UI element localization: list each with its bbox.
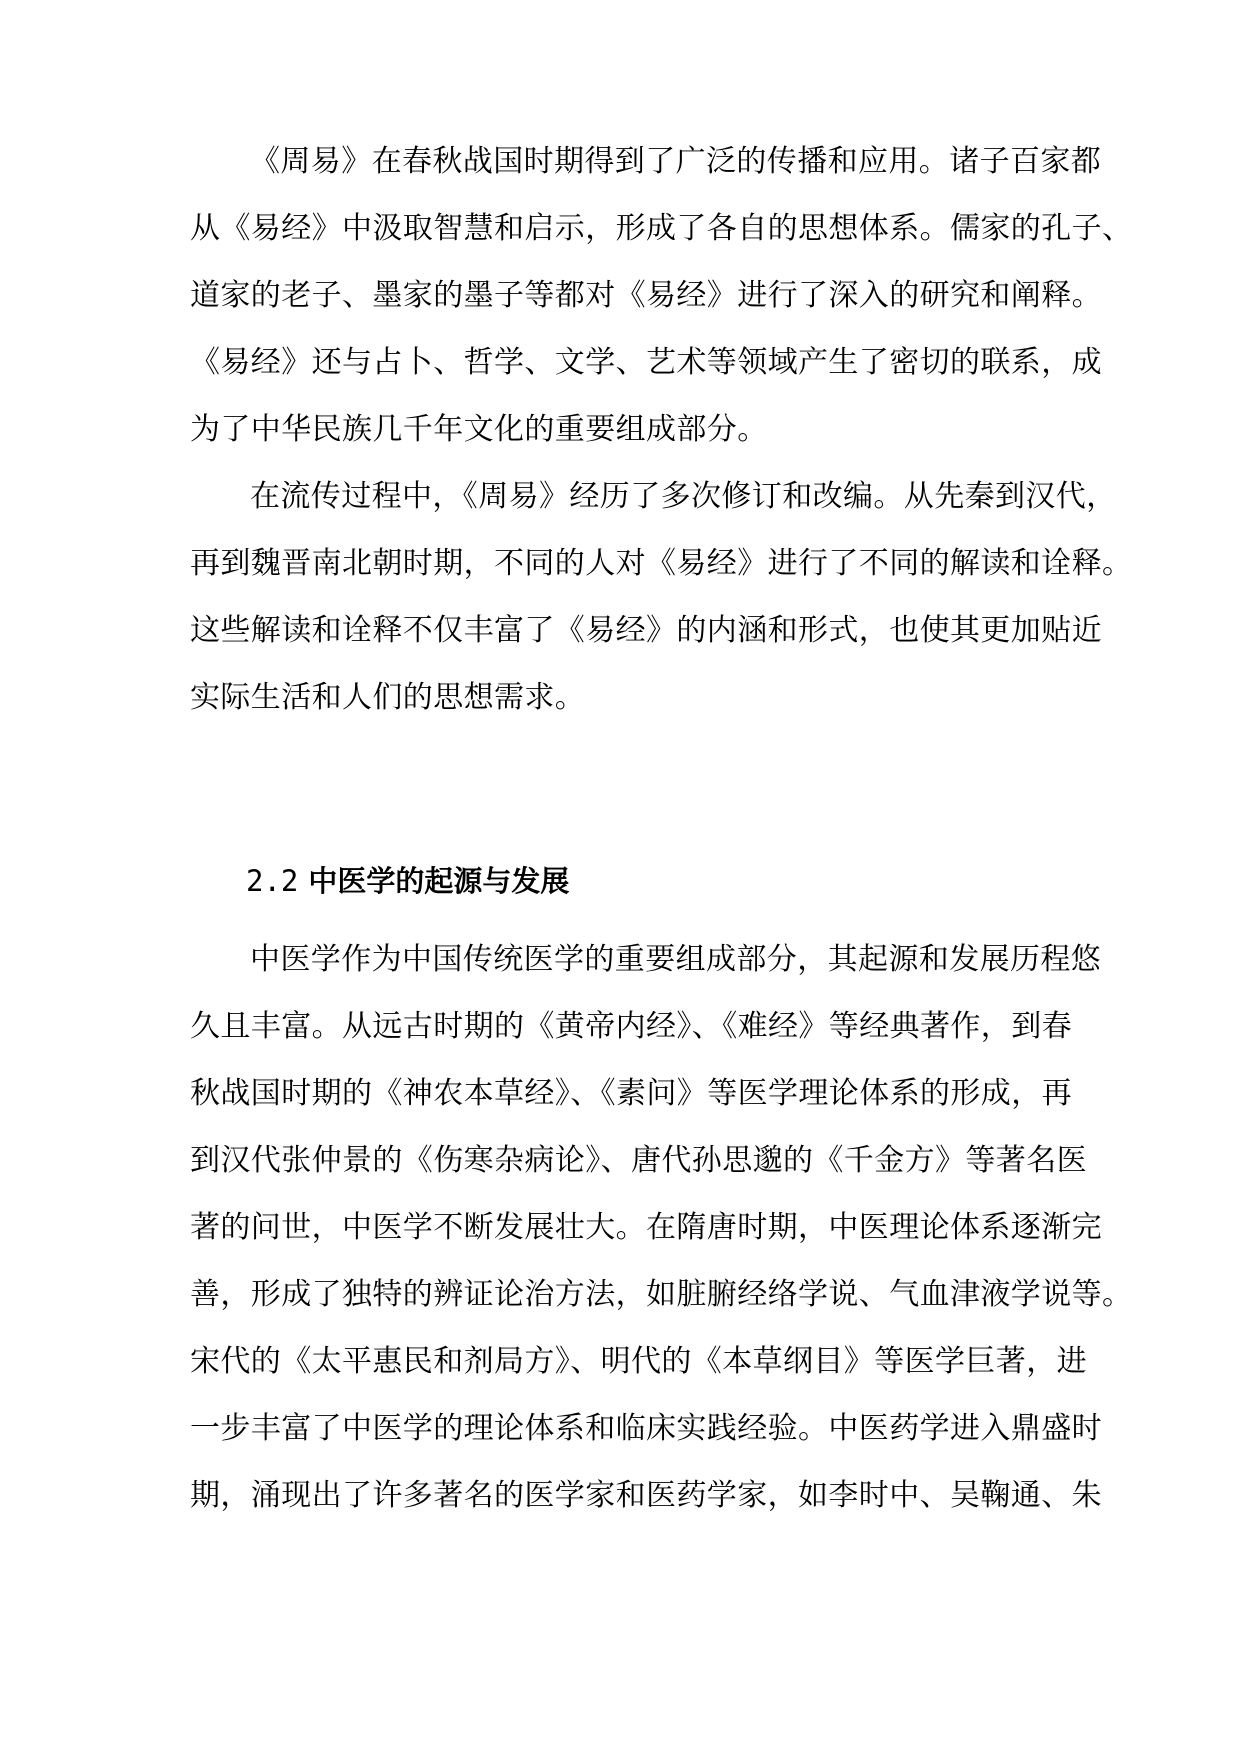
paragraph-3-line-9: 期，涌现出了许多著名的医学家和医药学家，如李时中、吴鞠通、朱 xyxy=(190,1478,1102,1513)
paragraph-1-line-4: 《易经》还与占卜、哲学、文学、艺术等领域产生了密切的联系，成 xyxy=(190,345,1102,380)
paragraph-3-line-2: 久且丰富。从远古时期的《黄帝内经》、《难经》等经典著作，到春 xyxy=(190,1009,1072,1044)
paragraph-2-line-2: 再到魏晋南北朝时期，不同的人对《易经》进行了不同的解读和诠释。 xyxy=(190,546,1133,581)
paragraph-1-line-2: 从《易经》中汲取智慧和启示，形成了各自的思想体系。儒家的孔子、 xyxy=(190,211,1133,246)
paragraph-3-line-1: 中医学作为中国传统医学的重要组成部分，其起源和发展历程悠 xyxy=(250,942,1102,977)
section-heading xyxy=(246,861,569,901)
paragraph-3-line-8: 一步丰富了中医学的理论体系和临床实践经验。中医药学进入鼎盛时 xyxy=(190,1411,1102,1446)
paragraph-2-line-3: 这些解读和诠释不仅丰富了《易经》的内涵和形式，也使其更加贴近 xyxy=(190,613,1102,648)
paragraph-3-line-3: 秋战国时期的《神农本草经》、《素问》等医学理论体系的形成，再 xyxy=(190,1076,1072,1111)
paragraph-3-line-6: 善，形成了独特的辨证论治方法，如脏腑经络学说、气血津液学说等。 xyxy=(190,1277,1133,1312)
paragraph-1-line-5: 为了中华民族几千年文化的重要组成部分。 xyxy=(190,412,768,447)
paragraph-3-line-4: 到汉代张仲景的《伤寒杂病论》、唐代孙思邈的《千金方》等著名医 xyxy=(190,1143,1087,1178)
section-title: 中医学的起源与发展 xyxy=(308,864,570,898)
paragraph-3-line-7: 宋代的《太平惠民和剂局方》、明代的《本草纲目》等医学巨著，进 xyxy=(190,1344,1087,1379)
section-number: 2.2 xyxy=(246,864,299,898)
paragraph-2-line-1: 在流传过程中，《周易》经历了多次修订和改编。从先秦到汉代， xyxy=(250,479,1117,514)
paragraph-3-line-5: 著的问世，中医学不断发展壮大。在隋唐时期，中医理论体系逐渐完 xyxy=(190,1210,1102,1245)
paragraph-1-line-1: 《周易》在春秋战国时期得到了广泛的传播和应用。诸子百家都 xyxy=(250,144,1102,179)
paragraph-1-line-3: 道家的老子、墨家的墨子等都对《易经》进行了深入的研究和阐释。 xyxy=(190,278,1102,313)
paragraph-2-line-4: 实际生活和人们的思想需求。 xyxy=(190,680,586,715)
